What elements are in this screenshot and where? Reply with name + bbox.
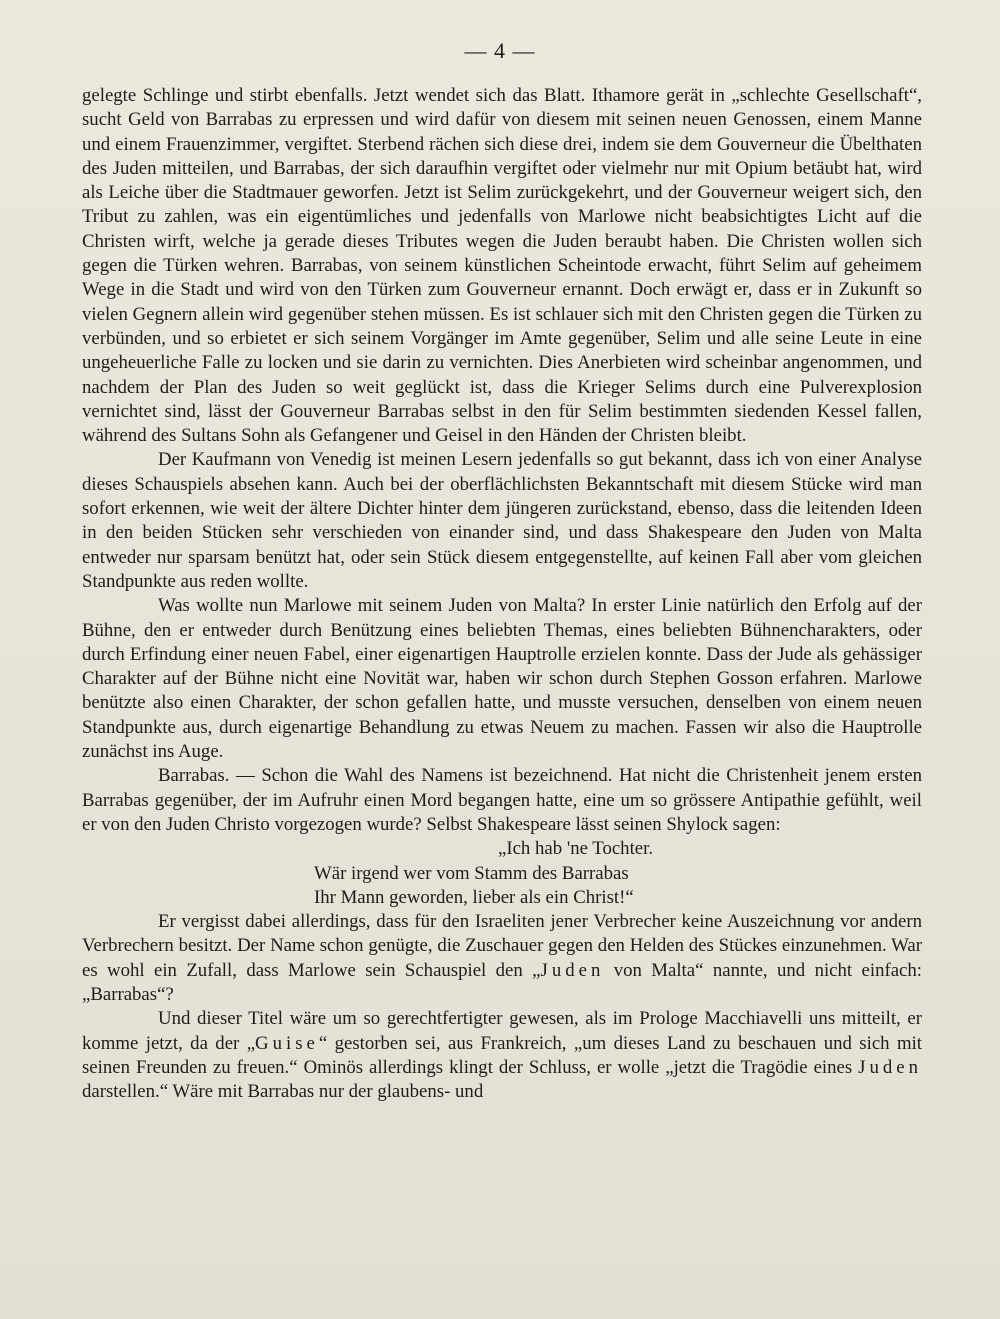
paragraph-1: gelegte Schlinge und stirbt ebenfalls. Jetzt wendet sich das Blatt. Ithamore gerät in „schlechte Gesellschaft“, sucht Geld von Barrabas zu erpressen und wird dafür von diesem mit seinen neuen Genossen, einem Manne und einem Frauenzimmer, vergiftet. Sterbend rächen sich diese drei, indem sie dem Gouverneur die Übelthaten des Juden mitteilen, und Barrabas, der sich daraufhin vergiftet oder vielmehr nur mit Opium betäubt hat, wird als Leiche über die Stadtmauer geworfen. Jetzt ist Selim zurückgekehrt, und der Gouverneur weigert sich, den Tribut zu zahlen, was ein eigentümliches und jedenfalls von Marlowe nicht beabsichtigtes Licht auf die Christen wirft, welche ja gerade dieses Tributes wegen die Juden beraubt haben. Die Christen wollen sich gegen die Türken wehren. Barrabas, von seinem künstlichen Scheintode erwacht, führt Selim auf geheimem Wege in die Stadt und wird von den Türken zum Gouverneur ernannt. Doch erwägt er, dass er in Zukunft so vielen Gegnern allein wird gegenüber stehen müssen. Es ist schlauer sich mit den Christen gegen die Türken zu verbünden, und so erbietet er sich seinem Vorgänger im Amte gegenüber, Selim und alle seine Leute in eine ungeheuerliche Falle zu locken und sie darin zu vernichten. Dies Anerbieten wird scheinbar angenommen, und nachdem der Plan des Juden so weit geglückt ist, dass die Krieger Selims durch eine Pulverexplosion vernichtet sind, lässt der Gouverneur Barrabas selbst in den für Selim bestimmten siedenden Kessel fallen, während des Sultans Sohn als Gefangener und Geisel in den Händen der Christen bleibt. [82,85,922,447]
paragraph-6 [82,1007,922,1104]
paragraph-6-spaced-word-guise: Guise [255,1032,319,1054]
verse-quote [82,837,922,910]
paragraph-5-spaced-word: Juden [540,959,605,981]
paragraph-6-text-e: darstellen.“ Wäre mit Barrabas nur der glaubens- und [82,1081,484,1103]
page-number: — 4 — [464,38,536,63]
paragraph-6-text-c: “ gestorben sei, aus Frankreich, „um dieses Land zu beschauen und sich mit seinen Freunden zu freuen.“ Ominös allerdings klingt der Schluss, er wolle „jetzt die Tragödie eines [82,1032,923,1078]
verse-line-2: Wär irgend wer vom Stamm des Barrabas [314,862,629,884]
paragraph-2: Der Kaufmann von Venedig ist meinen Lesern jedenfalls so gut bekannt, dass ich von einer Analyse dieses Schauspiels absehen kann. Auch bei der oberflächlichsten Bekanntschaft mit diesem Stücke wird man sofort erkennen, wie weit der ältere Dichter hinter dem jüngeren zurückstand, ebenso, dass die leitenden Ideen in den beiden Stücken sehr verschieden von einander sind, und dass Shakespeare den Juden von Malta entweder nur sparsam benützt hat, oder sein Stück diesem entgegenstellte, auf keinen Fall aber vom gleichen Standpunkte aus reden wollte. [82,449,922,592]
page-body [82,84,922,1104]
paragraph-5-text-c: von Malta“ nannte, und nicht einfach: „Barrabas“? [82,959,922,1005]
paragraph-3: Was wollte nun Marlowe mit seinem Juden von Malta? In erster Linie natürlich den Erfolg auf der Bühne, den er entweder durch Benützung eines beliebten Themas, eines beliebten Bühnencharakters, oder durch Erfindung einer neuen Fabel, einer eigenartigen Hauptrolle erzielen konnte. Dass der Jude als gehässiger Charakter auf der Bühne nicht eine Novität war, haben wir schon durch Stephen Gosson erfahren. Marlowe benützte also einen Charakter, der schon gefallen hatte, und musste versuchen, denselben von einem neuen Standpunkte aus, durch eigenartige Behandlung zu etwas Neuem zu machen. Fassen wir also die Hauptrolle zunächst ins Auge. [82,595,922,763]
paragraph-5-text-a: Er vergisst dabei allerdings, dass für den Israeliten jener Verbrecher keine Auszeichnung vor andern Verbrechern besitzt. Der Name schon genügte, die Zuschauer gegen den Helden des Stückes einzunehmen. War es wohl ein Zufall, dass Marlowe sein Schauspiel den „ [82,911,922,981]
verse-line-1: „Ich hab 'ne Tochter. [498,838,654,860]
paragraph-6-spaced-word-juden: Juden [858,1056,922,1078]
paragraph-6-text-a: Und dieser Titel wäre um so gerechtfertigter gewesen, als im Prologe Macchiavelli uns mitteilt, er komme jetzt, da der „ [82,1008,922,1054]
paragraph-5 [82,910,922,1007]
verse-line-3: Ihr Mann geworden, lieber als ein Christ!“ [314,886,634,908]
paragraph-4: Barrabas. — Schon die Wahl des Namens ist bezeichnend. Hat nicht die Christenheit jenem ersten Barrabas gegenüber, der im Aufruhr einen Mord begangen hatte, eine um so grössere Antipathie gefühlt, weil er von den Juden Christo vorgezogen wurde? Selbst Shakespeare lässt seinen Shylock sagen: [82,765,922,835]
